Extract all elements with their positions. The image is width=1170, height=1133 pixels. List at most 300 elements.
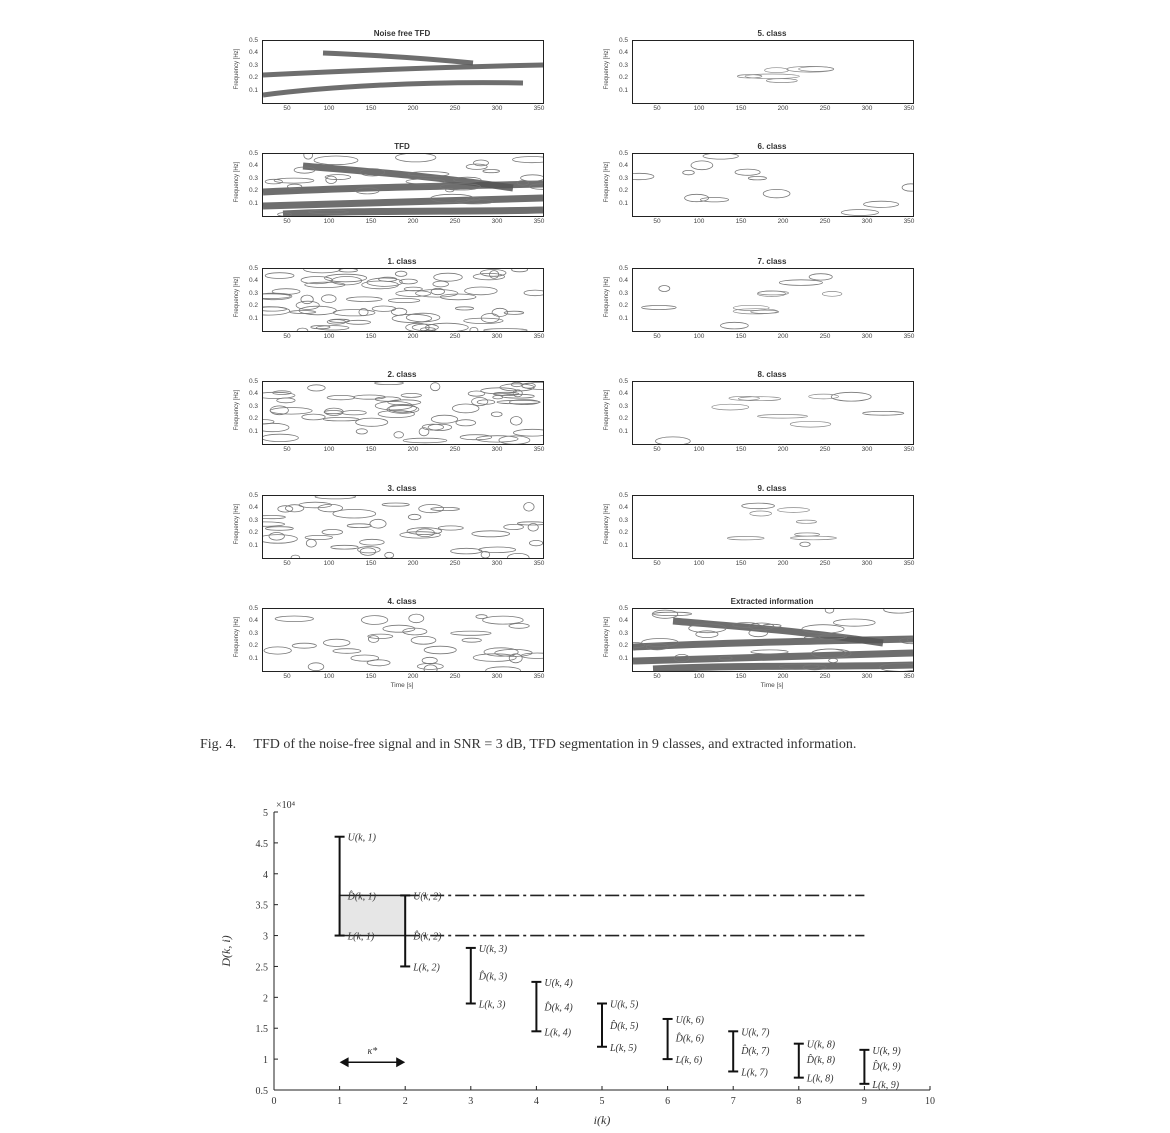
panel-title: Extracted information — [730, 597, 814, 606]
x-tick-label: 100 — [693, 218, 705, 225]
y-tick-label: 1.5 — [255, 1024, 268, 1036]
tfd-contour — [361, 616, 387, 625]
upper-label: U(k, 1) — [347, 832, 376, 844]
x-tick-label: 200 — [777, 673, 789, 680]
tfd-contour — [748, 177, 766, 180]
tfd-contour — [264, 647, 291, 654]
tfd-contour — [510, 417, 522, 426]
tfd-contour — [659, 286, 670, 292]
tfd-contour — [455, 307, 473, 310]
tfd-contour — [504, 311, 524, 314]
tfd-contour — [304, 154, 313, 159]
y-tick-label: 0.3 — [618, 61, 628, 69]
x-tick-label: 250 — [449, 105, 461, 112]
x-tick-label: 2 — [402, 1096, 408, 1107]
panel-title: Noise free TFD — [373, 29, 431, 38]
x-tick-label: 350 — [903, 105, 915, 112]
tfd-contour — [751, 650, 788, 654]
x-tick-label: 250 — [449, 673, 461, 680]
x-tick-label: 100 — [323, 105, 335, 112]
tfd-contour — [388, 298, 419, 302]
x-tick-label: 200 — [777, 446, 789, 453]
tfd-contour — [465, 287, 498, 295]
x-tick-label: 150 — [735, 333, 747, 340]
tfd-contours — [633, 496, 913, 558]
x-tick-label: 350 — [533, 560, 545, 567]
y-axis-label: Frequency [Hz] — [604, 276, 610, 318]
figure-caption — [200, 737, 1000, 753]
tfd-contour — [492, 308, 508, 316]
y-tick-label: 0.4 — [248, 504, 258, 512]
y-tick-label: 0.5 — [618, 150, 628, 157]
x-tick-label: 200 — [407, 560, 419, 567]
tfd-contour — [331, 545, 358, 549]
y-tick-label: 3 — [263, 931, 268, 943]
tfd-contours — [263, 382, 543, 444]
x-tick-label: 100 — [323, 446, 335, 453]
y-axis-label: Frequency [Hz] — [234, 276, 240, 318]
tfd-panel — [222, 143, 562, 245]
y-tick-label: 2 — [263, 993, 268, 1005]
y-tick-label: 0.2 — [618, 642, 628, 650]
tfd-contour — [504, 524, 524, 529]
tfd-contour — [473, 273, 504, 279]
tfd-contour — [292, 643, 316, 648]
x-tick-label: 350 — [903, 446, 915, 453]
tfd-contour — [696, 631, 718, 638]
x-tick-label: 250 — [819, 218, 831, 225]
tfd-contour — [513, 157, 544, 163]
tfd-contour — [318, 504, 343, 511]
tfd-contour — [263, 307, 287, 311]
y-tick-label: 0.1 — [618, 654, 628, 662]
tfd-contour — [757, 415, 807, 419]
tfd-contour — [360, 548, 376, 556]
tfd-ridge — [263, 65, 543, 75]
tfd-panel — [222, 598, 562, 700]
upper-label: U(k, 5) — [610, 999, 639, 1011]
tfd-contour — [902, 184, 913, 191]
tfd-contour — [409, 614, 424, 623]
y-tick-label: 0.3 — [248, 402, 258, 410]
tfd-plot — [632, 495, 914, 559]
x-tick-label: 350 — [533, 218, 545, 225]
tfd-contour — [884, 609, 913, 613]
x-tick-label: 250 — [819, 105, 831, 112]
y-axis-label: Frequency [Hz] — [234, 503, 240, 545]
tfd-contour — [431, 415, 457, 423]
estimate-label: D̂(k, 7) — [741, 1045, 770, 1057]
x-tick-label: 100 — [693, 446, 705, 453]
x-tick-label: 300 — [861, 446, 873, 453]
tfd-contour — [299, 502, 332, 508]
tfd-contour — [790, 536, 836, 540]
tfd-contour — [396, 291, 431, 297]
y-axis-label: Frequency [Hz] — [234, 616, 240, 658]
tfd-panel — [592, 258, 932, 360]
y-tick-label: 0.5 — [618, 492, 628, 499]
panel-title: 9. class — [757, 484, 787, 493]
y-tick-label: 0.1 — [248, 427, 258, 435]
tfd-contour — [323, 639, 350, 646]
y-tick-label: 0.2 — [248, 642, 258, 650]
tfd-contour — [833, 619, 875, 626]
y-tick-label: 0.1 — [248, 86, 258, 94]
tfd-contour — [484, 329, 528, 331]
lower-label: L(k, 9) — [872, 1079, 900, 1091]
tfd-contour — [347, 297, 383, 302]
tfd-contour — [265, 179, 282, 184]
tfd-contour — [470, 327, 478, 331]
tfd-contour — [434, 273, 463, 281]
tfd-contour — [809, 274, 832, 280]
y-tick-label: 0.5 — [618, 265, 628, 272]
y-axis-label: Frequency [Hz] — [604, 48, 610, 90]
y-tick-label: 0.2 — [248, 74, 258, 82]
x-tick-label: 350 — [533, 446, 545, 453]
lower-label: L(k, 7) — [741, 1067, 768, 1079]
tfd-contour — [479, 547, 516, 553]
tfd-contour — [314, 156, 358, 165]
tfd-contour — [751, 310, 779, 313]
tfd-contour — [779, 280, 822, 286]
y-tick-label: 0.4 — [248, 162, 258, 170]
tfd-plot — [632, 268, 914, 332]
tfd-contour — [327, 320, 345, 325]
y-axis-label: Frequency [Hz] — [234, 48, 240, 90]
tfd-contour — [322, 295, 337, 303]
x-tick-label: 50 — [653, 560, 661, 567]
tfd-contour — [483, 170, 500, 173]
y-tick-label: 0.2 — [248, 302, 258, 310]
y-tick-label: 0.3 — [248, 174, 258, 182]
y-tick-label: 0.2 — [248, 187, 258, 195]
x-tick-label: 50 — [653, 673, 661, 680]
x-tick-label: 250 — [819, 673, 831, 680]
x-tick-label: 10 — [925, 1096, 935, 1107]
tfd-contour — [263, 423, 289, 431]
upper-label: U(k, 2) — [413, 891, 442, 903]
tfd-contour — [497, 400, 540, 403]
y-tick-label: 1 — [263, 1055, 268, 1067]
tfd-contour — [809, 394, 839, 399]
tfd-contour — [408, 514, 421, 519]
y-tick-label: 0.4 — [618, 504, 628, 512]
tfd-contour — [491, 412, 502, 417]
y-tick-label: 0.1 — [248, 541, 258, 549]
tfd-contour — [382, 503, 409, 506]
tfd-contour — [396, 154, 436, 162]
x-tick-label: 300 — [861, 560, 873, 567]
tfd-contour — [486, 667, 521, 671]
x-axis-label: Time [s] — [390, 682, 414, 689]
x-tick-label: 250 — [819, 446, 831, 453]
tfd-contour — [462, 638, 481, 642]
y-tick-label: 0.2 — [618, 529, 628, 537]
tfd-contour — [269, 533, 284, 541]
estimate-label: D̂(k, 5) — [610, 1021, 639, 1033]
panel-title: TFD — [394, 142, 410, 151]
y-tick-label: 0.1 — [618, 86, 628, 94]
x-tick-label: 150 — [365, 105, 377, 112]
panel-title: 6. class — [757, 142, 787, 151]
tfd-contour — [308, 663, 324, 671]
y-tick-label: 4 — [263, 869, 268, 881]
upper-label: U(k, 6) — [675, 1014, 704, 1026]
tfd-contour — [375, 382, 404, 385]
x-tick-label: 100 — [693, 673, 705, 680]
x-tick-label: 100 — [693, 333, 705, 340]
tfd-contour — [417, 663, 443, 669]
tfd-contours — [633, 41, 913, 103]
tfd-contour — [529, 540, 542, 545]
tfd-panel — [222, 30, 562, 132]
tfd-contour — [270, 408, 312, 415]
tfd-ridge — [323, 53, 473, 63]
tfd-contour — [333, 310, 375, 316]
tfd-plot — [632, 381, 914, 445]
tfd-contour — [476, 436, 518, 442]
x-tick-label: 300 — [861, 218, 873, 225]
x-tick-label: 150 — [735, 218, 747, 225]
tfd-contour — [394, 432, 404, 438]
tfd-plot — [262, 40, 544, 104]
y-tick-label: 0.3 — [248, 289, 258, 297]
x-tick-label: 250 — [449, 560, 461, 567]
x-tick-label: 150 — [735, 446, 747, 453]
x-tick-label: 150 — [735, 560, 747, 567]
tfd-contour — [324, 411, 342, 414]
panel-title: 3. class — [387, 484, 417, 493]
y-tick-label: 0.4 — [248, 617, 258, 625]
tfd-contour — [325, 274, 367, 282]
y-tick-label: 0.5 — [255, 1086, 268, 1097]
x-tick-label: 0 — [271, 1096, 277, 1107]
tfd-contour — [274, 178, 314, 183]
x-tick-label: 350 — [903, 560, 915, 567]
y-tick-label: 3.5 — [255, 900, 268, 912]
tfd-contour — [733, 305, 769, 310]
tfd-contour — [360, 539, 385, 545]
tfd-plot — [262, 495, 544, 559]
tfd-contour — [346, 320, 371, 324]
tfd-contour — [841, 210, 878, 216]
tfd-contour — [790, 421, 831, 427]
x-tick-label: 150 — [365, 673, 377, 680]
tfd-contour — [291, 555, 300, 558]
tfd-contour — [642, 306, 677, 310]
tfd-contour — [477, 400, 495, 404]
y-tick-label: 0.2 — [618, 187, 628, 195]
tfd-contour — [778, 508, 810, 513]
tfd-contour — [829, 658, 838, 662]
x-tick-label: 150 — [365, 333, 377, 340]
tfd-contour — [422, 657, 437, 663]
tfd-plot — [262, 381, 544, 445]
tfd-contour — [416, 529, 434, 537]
tfd-ridge — [263, 83, 523, 95]
x-tick-label: 150 — [365, 218, 377, 225]
tfd-contour — [825, 609, 834, 613]
tfd-contour — [356, 418, 388, 426]
tfd-plot — [262, 153, 544, 217]
tfd-contour — [304, 269, 341, 273]
panel-title: 8. class — [757, 370, 787, 379]
estimate-label: D̂(k, 3) — [478, 971, 508, 983]
tfd-contour — [315, 496, 356, 499]
x-tick-label: 50 — [283, 560, 291, 567]
tfd-contour — [466, 164, 487, 169]
tfd-contour — [392, 314, 432, 322]
x-tick-label: 150 — [365, 446, 377, 453]
tfd-contour — [700, 198, 728, 202]
tfd-contour — [691, 161, 713, 170]
x-tick-label: 50 — [653, 446, 661, 453]
lower-label: L(k, 1) — [347, 931, 375, 943]
tfd-panel — [222, 485, 562, 587]
y-tick-label: 0.2 — [248, 415, 258, 423]
y-tick-label: 0.4 — [248, 390, 258, 398]
lower-label: L(k, 3) — [478, 999, 506, 1011]
tfd-contour — [332, 277, 362, 285]
tfd-contour — [424, 646, 456, 654]
x-tick-label: 50 — [283, 105, 291, 112]
x-tick-label: 150 — [735, 105, 747, 112]
estimate-label: D̂(k, 6) — [675, 1033, 704, 1045]
x-tick-label: 50 — [283, 673, 291, 680]
y-tick-label: 0.3 — [248, 629, 258, 637]
x-tick-label: 4 — [533, 1096, 539, 1107]
x-tick-label: 250 — [449, 333, 461, 340]
tfd-contour — [468, 391, 485, 396]
y-tick-label: 0.1 — [618, 314, 628, 322]
x-tick-label: 350 — [903, 673, 915, 680]
arrow-head-right — [396, 1057, 405, 1067]
tfd-contour — [750, 511, 772, 516]
tfd-contours — [263, 41, 543, 103]
x-tick-label: 1 — [337, 1096, 343, 1107]
tfd-contour — [512, 269, 528, 272]
y-tick-label: 0.3 — [618, 629, 628, 637]
estimate-label: D̂(k, 2) — [413, 931, 442, 943]
x-tick-label: 300 — [861, 105, 873, 112]
tfd-contour — [316, 326, 349, 330]
tfd-contour — [263, 294, 290, 299]
x-tick-label: 250 — [449, 218, 461, 225]
y-tick-label: 0.4 — [248, 49, 258, 57]
x-tick-label: 100 — [693, 560, 705, 567]
tfd-plot — [632, 40, 914, 104]
x-tick-label: 100 — [323, 673, 335, 680]
tfd-contour — [524, 290, 543, 296]
tfd-contour — [493, 396, 503, 399]
tfd-contour — [831, 392, 871, 401]
x-tick-label: 200 — [407, 673, 419, 680]
interval-chart — [210, 790, 950, 1130]
lower-label: L(k, 2) — [413, 962, 440, 974]
tfd-contour — [351, 655, 379, 661]
panel-title: 7. class — [757, 257, 787, 266]
y-tick-label: 0.5 — [248, 265, 258, 272]
y-tick-label: 0.4 — [618, 277, 628, 285]
panel-title: 4. class — [387, 597, 417, 606]
panel-title: 5. class — [757, 29, 787, 38]
tfd-contour — [323, 418, 358, 421]
tfd-contour — [401, 393, 421, 397]
tfd-contour — [385, 552, 394, 558]
tfd-contour — [799, 67, 834, 72]
x-tick-label: 150 — [735, 673, 747, 680]
tfd-contour — [451, 631, 491, 635]
tfd-contour — [362, 281, 399, 289]
caption-label: Fig. 4. — [200, 737, 237, 752]
estimate-label: D̂(k, 9) — [872, 1061, 901, 1073]
x-tick-label: 200 — [777, 218, 789, 225]
tfd-contours — [633, 609, 913, 671]
x-tick-label: 350 — [533, 105, 545, 112]
lower-label: L(k, 4) — [544, 1027, 572, 1039]
y-tick-label: 2.5 — [255, 962, 268, 974]
tfd-contour — [272, 289, 300, 295]
tfd-contour — [765, 68, 789, 73]
tfd-contour — [368, 636, 378, 643]
tfd-contour — [451, 548, 482, 554]
tfd-panel — [222, 258, 562, 360]
tfd-contour — [342, 411, 366, 415]
tfd-panel — [592, 371, 932, 473]
tfd-contour — [822, 292, 842, 297]
y-tick-label: 0.1 — [618, 199, 628, 207]
y-tick-label: 5 — [263, 808, 268, 819]
upper-label: U(k, 7) — [741, 1027, 770, 1039]
x-tick-label: 3 — [468, 1096, 474, 1107]
upper-label: U(k, 3) — [478, 943, 508, 955]
tfd-panel — [592, 598, 932, 700]
lower-label: L(k, 6) — [675, 1055, 703, 1067]
y-tick-label: 0.2 — [618, 415, 628, 423]
tfd-contour — [265, 273, 294, 279]
x-tick-label: 6 — [665, 1096, 671, 1107]
tfd-contour — [721, 322, 749, 329]
x-tick-label: 7 — [730, 1096, 736, 1107]
x-tick-label: 300 — [491, 333, 503, 340]
tfd-contour — [266, 527, 294, 531]
tfd-contour — [431, 507, 460, 510]
x-tick-label: 200 — [407, 446, 419, 453]
tfd-contour — [263, 434, 298, 441]
x-tick-label: 50 — [653, 218, 661, 225]
x-tick-label: 300 — [491, 560, 503, 567]
tfd-contour — [438, 526, 463, 530]
tfd-plot — [262, 268, 544, 332]
y-tick-label: 0.5 — [618, 378, 628, 385]
tfd-contour — [302, 414, 325, 420]
lower-label: L(k, 5) — [610, 1042, 637, 1054]
y-tick-label: 0.5 — [248, 150, 258, 157]
tfd-contour — [524, 503, 534, 512]
arrow-head-left — [340, 1057, 349, 1067]
y-axis-label: Frequency [Hz] — [604, 503, 610, 545]
tfd-contour — [513, 429, 543, 436]
tfd-contour — [766, 79, 797, 83]
tfd-contour — [508, 553, 530, 558]
y-tick-label: 0.3 — [618, 289, 628, 297]
tfd-contour — [483, 616, 524, 624]
tfd-contour — [368, 634, 393, 638]
x-tick-label: 250 — [449, 446, 461, 453]
tfd-contour — [308, 385, 326, 391]
y-tick-label: 0.5 — [248, 378, 258, 385]
